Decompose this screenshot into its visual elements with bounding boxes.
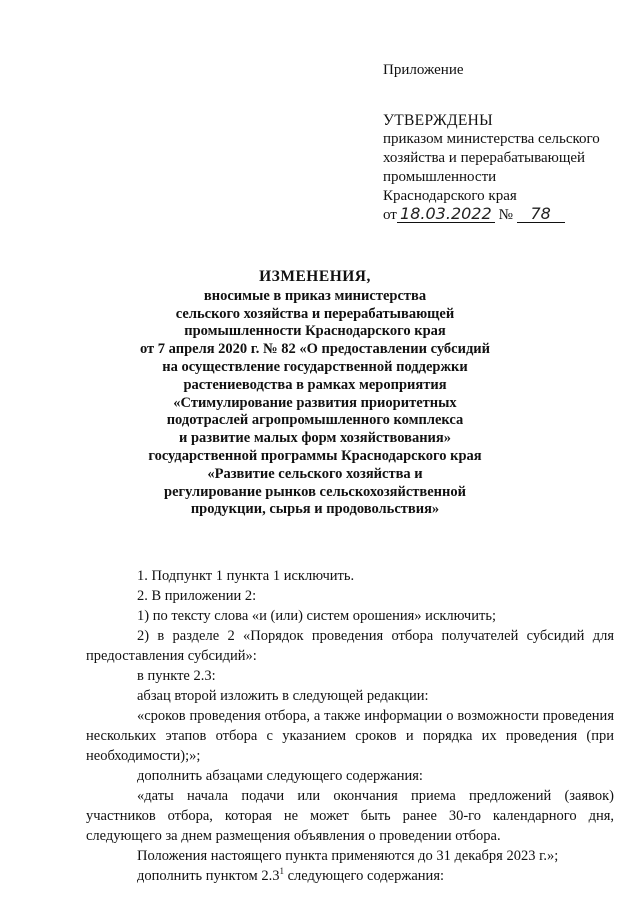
superscript: 1 [279,866,284,876]
approval-block [383,111,600,225]
document-title [80,268,550,519]
body-paragraph: 2) в разделе 2 «Порядок проведения отбора получателей субсидий для предоставления субсидий»: [86,628,614,664]
document-body [86,566,614,886]
approved-title: УТВЕРЖДЕНЫ [383,112,493,129]
approved-line: приказом министерства сельского [383,131,600,147]
body-paragraph: «сроков проведения отбора, а также информации о возможности проведения нескольких этапов отбора с указанием сроков и порядка их проведения (при необходимости);»; [86,708,614,764]
approved-line: хозяйства и перерабатывающей [383,150,586,166]
title-line: регулирование рынков сельскохозяйственной [164,483,466,500]
title-line: вносимые в приказ министерства [203,287,427,304]
handwritten-number: 78 [517,206,565,223]
approved-line: Краснодарского края [383,188,517,204]
title-heading: ИЗМЕНЕНИЯ, [259,268,371,285]
title-line: промышленности Краснодарского края [184,323,446,340]
title-line: растениеводства в рамках мероприятия [183,376,447,393]
number-sign: № [498,207,513,223]
body-paragraph-last [86,866,614,886]
last-prefix: дополнить пунктом 2.3 [137,868,280,884]
body-paragraph: в пункте 2.3: [137,668,216,684]
handwritten-date: 18.03.2022 [397,206,495,223]
title-line: продукции, сырья и продовольствия» [190,501,440,518]
title-line: подотраслей агропромышленного комплекса [166,412,464,429]
body-paragraph: 1) по тексту слова «и (или) систем орошения» исключить; [137,608,496,624]
body-paragraph: дополнить абзацами следующего содержания: [137,768,423,784]
body-paragraph: 2. В приложении 2: [137,588,257,604]
title-line: государственной программы Краснодарского края [148,447,482,464]
title-line: и развитие малых форм хозяйствования» [179,430,451,447]
body-paragraph: «даты начала подачи или окончания приема предложений (заявок) участников отбора, которая не может быть ранее 30-го календарного дня, следующего за днем размещения объявления о проведении отбора. [86,788,614,844]
last-suffix: следующего содержания: [283,868,445,884]
title-line: сельского хозяйства и перерабатывающей [175,305,455,322]
title-line: «Стимулирование развития приоритетных [173,394,457,411]
title-line: «Развитие сельского хозяйства и [207,465,423,482]
body-paragraph: 1. Подпункт 1 пункта 1 исключить. [137,568,355,584]
approved-line: промышленности [383,169,497,185]
title-line: на осуществление государственной поддержки [162,358,468,375]
title-line: от 7 апреля 2020 г. № 82 «О предоставлении субсидий [139,341,491,358]
date-prefix: от [383,207,397,223]
body-paragraph: абзац второй изложить в следующей редакции: [137,688,429,704]
order-date-number [383,206,600,225]
body-paragraph: Положения настоящего пункта применяются до 31 декабря 2023 г.»; [137,848,559,864]
appendix-label: Приложение [383,62,464,78]
